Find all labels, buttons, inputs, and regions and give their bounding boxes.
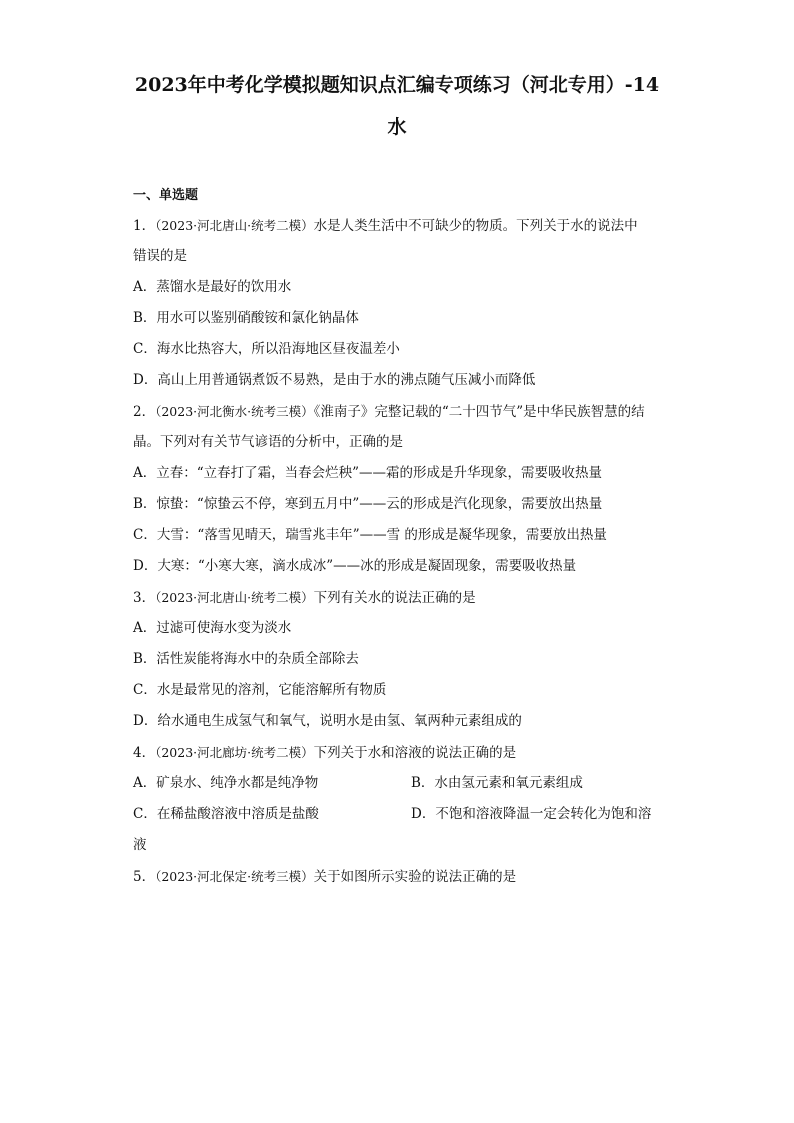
question-text: 下列有关水的说法正确的是 xyxy=(313,590,476,606)
option-b: B．用水可以鉴别硝酸铵和氯化钠晶体 xyxy=(133,310,359,326)
question-stem xyxy=(133,737,663,768)
option-d: D．给水通电生成氢气和氧气，说明水是由氢、氧两种元素组成的 xyxy=(133,713,522,729)
option-b: B．水由氢元素和氧元素组成 xyxy=(411,775,583,791)
question-1 xyxy=(133,210,663,396)
option-c: C．大雪：“落雪见晴天，瑞雪兆丰年”——雪 的形成是凝华现象，需要放出热量 xyxy=(133,527,607,543)
option-d-continued: 液 xyxy=(133,837,147,853)
question-5 xyxy=(133,861,663,892)
question-text: 关于如图所示实验的说法正确的是 xyxy=(313,869,517,885)
option-c: C．海水比热容大，所以沿海地区昼夜温差小 xyxy=(133,341,400,357)
option-b: B．惊蛰：“惊蛰云不停，寒到五月中”——云的形成是汽化现象，需要放出热量 xyxy=(133,496,603,512)
document-title-line2: 水 xyxy=(387,116,407,138)
option-a: A．立春：“立春打了霜，当春会烂秧”——霜的形成是升华现象，需要吸收热量 xyxy=(133,465,603,481)
option-c: C．水是最常见的溶剂，它能溶解所有物质 xyxy=(133,682,387,698)
question-stem xyxy=(133,210,663,241)
document-title-line1: 2023年中考化学模拟题知识点汇编专项练习（河北专用）-14 xyxy=(134,74,660,96)
option-a: A．矿泉水、纯净水都是纯净物 xyxy=(133,775,319,791)
question-source: （2023·河北唐山·统考二模） xyxy=(155,590,314,605)
question-stem xyxy=(133,396,663,427)
question-number: 4． xyxy=(133,745,156,761)
question-source: （2023·河北衡水·统考三模） xyxy=(155,404,314,419)
question-4 xyxy=(133,737,663,861)
option-b: B．活性炭能将海水中的杂质全部除去 xyxy=(133,651,359,667)
question-stem xyxy=(133,861,663,892)
option-a: A．过滤可使海水变为淡水 xyxy=(133,620,292,636)
options-row xyxy=(133,799,663,830)
question-number: 3． xyxy=(133,590,156,606)
question-3 xyxy=(133,582,663,737)
option-d: D．大寒：“小寒大寒，滴水成冰”——冰的形成是凝固现象，需要吸收热量 xyxy=(133,558,577,574)
option-d: D．高山上用普通锅煮饭不易熟，是由于水的沸点随气压减小而降低 xyxy=(133,372,536,388)
question-source: （2023·河北唐山·统考二模） xyxy=(155,218,314,233)
question-list xyxy=(133,186,663,892)
question-text: 《淮南子》完整记载的“二十四节气”是中华民族智慧的结 xyxy=(313,404,645,420)
question-2 xyxy=(133,396,663,582)
question-number: 2． xyxy=(133,404,156,420)
option-c: C．在稀盐酸溶液中溶质是盐酸 xyxy=(133,806,319,822)
question-text: 水是人类生活中不可缺少的物质。下列关于水的说法中 xyxy=(313,218,638,234)
option-a: A．蒸馏水是最好的饮用水 xyxy=(133,279,292,295)
option-d: D．不饱和溶液降温一定会转化为饱和溶 xyxy=(411,806,652,822)
question-text-continued: 晶。下列对有关节气谚语的分析中，正确的是 xyxy=(133,434,403,450)
question-text-continued: 错误的是 xyxy=(133,248,187,264)
question-source: （2023·河北廊坊·统考二模） xyxy=(155,745,314,760)
question-number: 1． xyxy=(133,218,156,234)
section-heading: 一、单选题 xyxy=(133,188,199,203)
question-stem xyxy=(133,582,663,613)
question-number: 5． xyxy=(133,869,156,885)
question-text: 下列关于水和溶液的说法正确的是 xyxy=(313,745,517,761)
options-row xyxy=(133,768,663,799)
question-source: （2023·河北保定·统考三模） xyxy=(155,869,314,884)
